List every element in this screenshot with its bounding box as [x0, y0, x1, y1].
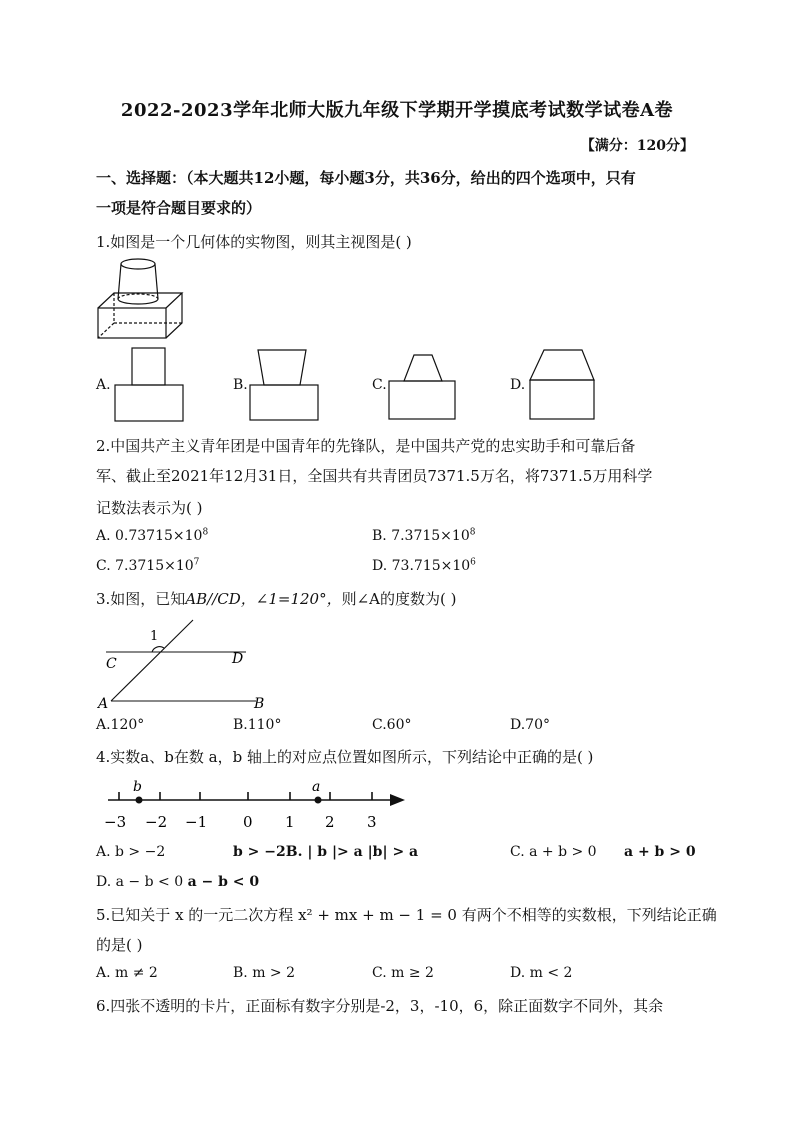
q6-stem-line1: 6.四张不透明的卡片，正面标有数字分别是-2，3，-10，6，除正面数字不同外，其余	[96, 997, 664, 1015]
label-a: A	[98, 696, 109, 710]
exam-title: 2022-2023学年北师大版九年级下学期开学摸底考试数学试卷A卷	[120, 100, 674, 121]
q2-option-d[interactable]: D. $73.715\times 10^6$	[372, 557, 476, 574]
tick-label: −1	[185, 813, 208, 831]
q1-option-b-label[interactable]: B.	[233, 377, 248, 393]
q4-option-c-bold: a + b > 0	[624, 844, 696, 860]
q1-option-a-label[interactable]: A.	[96, 377, 111, 393]
q1-solid-figure	[92, 253, 192, 348]
q1-option-d-figure[interactable]	[524, 345, 604, 425]
tick-label: 3	[367, 813, 377, 831]
q2-stem-line2: 军、截止至2021年12月31日，全国共有共青团员7371.5万名，将7371.5万用科学	[96, 467, 653, 485]
tick-label: −3	[104, 813, 127, 831]
q4-option-a-b-merged[interactable]: b > −2B. | b |> a |b| > a	[233, 844, 419, 860]
axis-arrow	[390, 794, 405, 806]
q5-option-c[interactable]: C. m ≥ 2	[372, 965, 434, 981]
q2-stem-line3: 记数法表示为( )	[96, 499, 203, 517]
q3-stem: 3.如图，已知AB//CD，∠1=120°，则∠A的度数为( )	[96, 590, 457, 608]
q2-stem-line1: 2.中国共产主义青年团是中国青年的先锋队，是中国共产党的忠实助手和可靠后备	[96, 437, 636, 455]
label-d: D	[232, 651, 244, 667]
q3-option-d[interactable]: D.70°	[510, 717, 550, 733]
label-b: B	[254, 696, 265, 710]
q3-option-a[interactable]: A.120°	[96, 717, 145, 733]
q4-option-d[interactable]: D. a − b < 0 a − b < 0	[96, 874, 260, 890]
q1-option-a-figure[interactable]	[112, 345, 192, 425]
q3-option-b[interactable]: B.110°	[233, 717, 282, 733]
q2-option-c[interactable]: C. $7.3715\times 10^7$	[96, 557, 200, 574]
point-b	[136, 797, 143, 804]
q5-option-b[interactable]: B. m > 2	[233, 965, 296, 981]
tick-label: 1	[285, 813, 295, 831]
frustum-bottom	[118, 299, 158, 304]
q5-option-d[interactable]: D. m < 2	[510, 965, 573, 981]
q3-option-c[interactable]: C.60°	[372, 717, 412, 733]
q4-stem: 4.实数a、b在数 a，b 轴上的对应点位置如图所示，下列结论中正确的是( )	[96, 748, 594, 766]
q5-stem-line1: 5.已知关于 x 的一元二次方程 x² + mx + m − 1 = 0 有两个不相等的实数根，下列结论正确	[96, 906, 717, 924]
q5-option-a[interactable]: A. m ≠ 2	[96, 965, 158, 981]
q4-number-line	[100, 775, 410, 835]
section-heading-cont: 一项是符合题目要求的）	[96, 199, 262, 217]
q4-option-c[interactable]: C. a + b > 0	[510, 844, 597, 860]
q4-option-a[interactable]: A. b > −2	[96, 844, 166, 860]
q1-option-c-figure[interactable]	[387, 345, 467, 425]
point-a	[315, 797, 322, 804]
point-a-label: a	[312, 779, 321, 795]
q1-option-b-figure[interactable]	[248, 345, 328, 425]
q1-stem: 1.如图是一个几何体的实物图，则其主视图是( )	[96, 233, 412, 251]
tick-label: 2	[325, 813, 335, 831]
q2-option-a[interactable]: A. $0.73715\times 10^8$	[96, 527, 209, 544]
q1-option-c-label[interactable]: C.	[372, 377, 387, 393]
q1-option-d-label[interactable]: D.	[510, 377, 526, 393]
full-score: 【满分：120分】	[580, 138, 694, 154]
q2-option-b[interactable]: B. $7.3715\times 10^8$	[372, 527, 476, 544]
frustum-top	[121, 259, 155, 269]
label-c: C	[106, 656, 117, 672]
q3-parallel-lines-figure	[96, 615, 276, 710]
section-heading: 一、选择题：（本大题共12小题，每小题3分，共36分，给出的四个选项中，只有	[96, 169, 636, 187]
box-top	[98, 293, 182, 308]
tick-label: 0	[243, 813, 253, 831]
point-b-label: b	[133, 779, 142, 795]
tick-label: −2	[145, 813, 168, 831]
label-1: 1	[150, 629, 159, 644]
q5-stem-line2: 的是( )	[96, 936, 143, 954]
